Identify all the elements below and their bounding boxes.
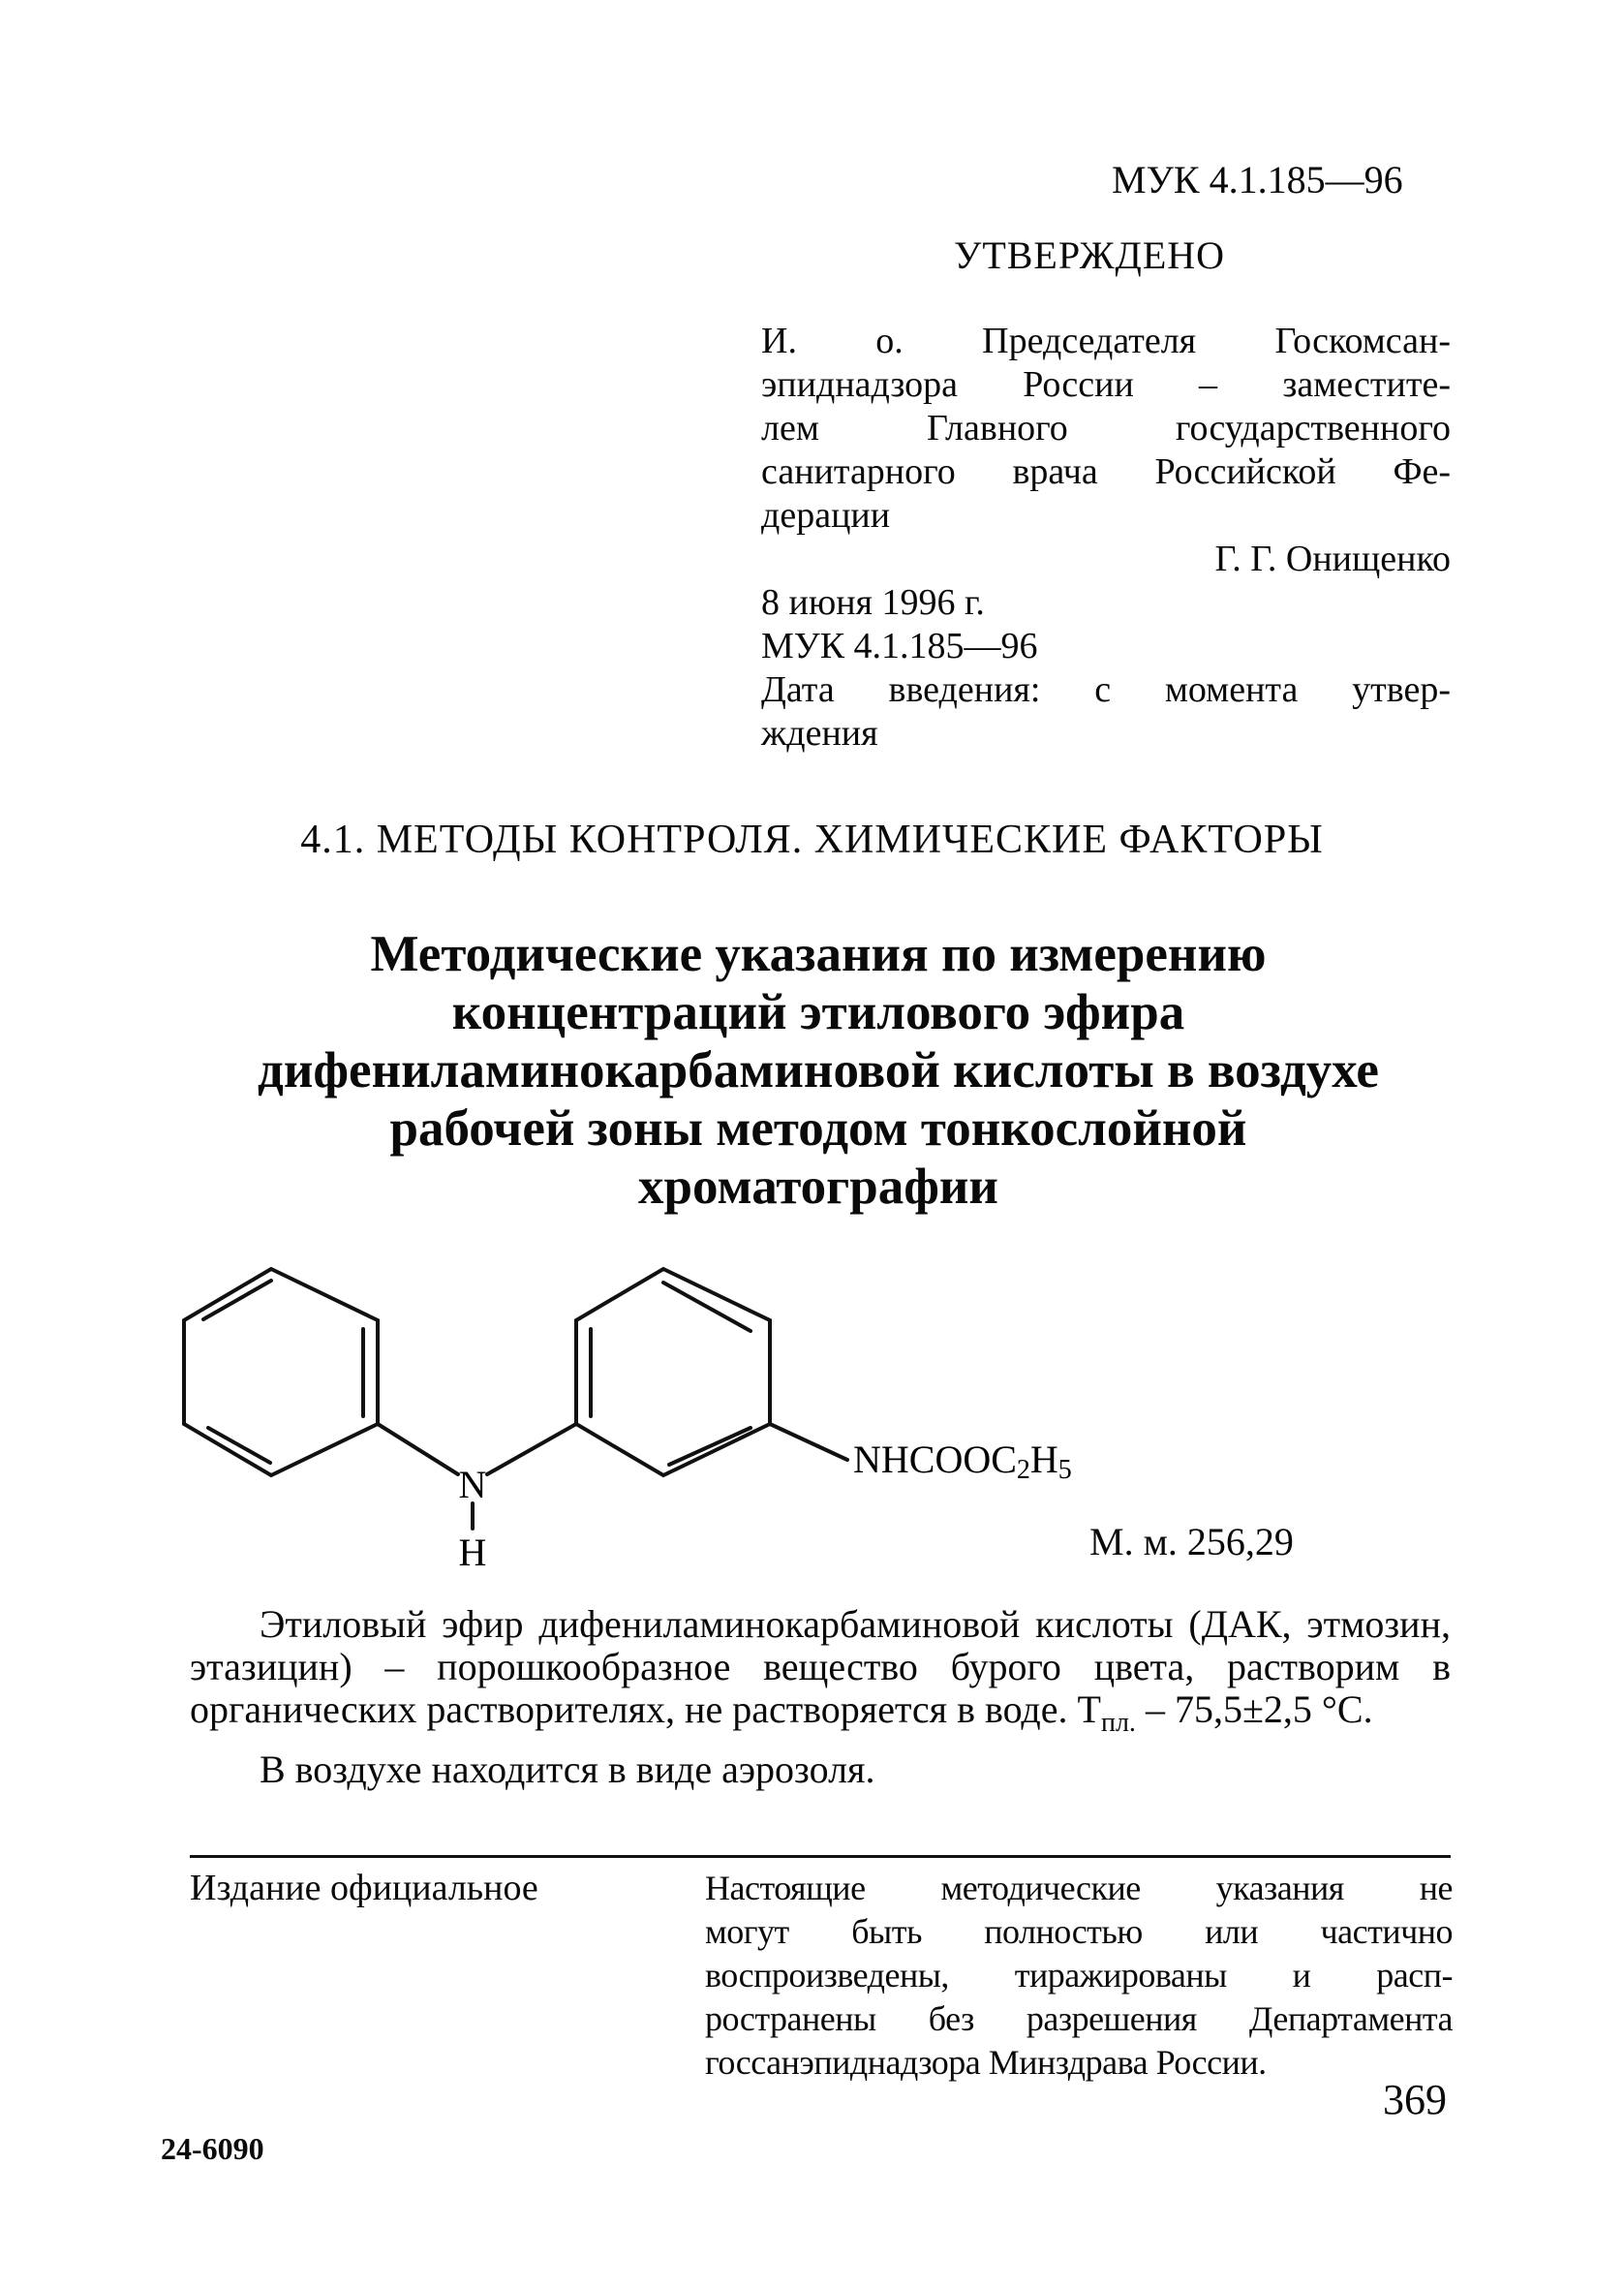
bond-n-right-ring — [487, 1424, 576, 1474]
edition-label: Издание официальное — [190, 1868, 538, 1908]
section-title: 4.1. МЕТОДЫ КОНТРОЛЯ. ХИМИЧЕСКИЕ ФАКТОРЫ — [300, 818, 1324, 862]
notice-line: воспроизведены, тиражированы и расп- — [705, 1956, 1453, 1995]
intro-date-line: ждения — [761, 713, 878, 754]
description-paragraph — [190, 1603, 1451, 1745]
substituent-h: H — [1029, 1438, 1058, 1481]
hydrogen-label: H — [458, 1531, 487, 1569]
approval-line: эпиднадзора России – заместите- — [761, 364, 1451, 405]
notice-line: ространены без разрешения Департамента — [705, 1999, 1453, 2038]
approval-date: 8 июня 1996 г. — [761, 582, 985, 623]
signatory-name: Г. Г. Онищенко — [1214, 539, 1451, 579]
approval-block — [761, 320, 1451, 756]
bond-ring-substituent — [770, 1424, 847, 1460]
substituent-label — [853, 1438, 1072, 1485]
page-number: 369 — [1383, 2076, 1447, 2123]
main-title-line: хроматографии — [638, 1159, 998, 1215]
approval-line: лем Главного государственного — [761, 408, 1451, 449]
main-title-line: рабочей зоны методом тонкослойной — [389, 1100, 1247, 1157]
approval-line: санитарного врача Российской Фе- — [761, 451, 1451, 492]
left-ring-double-bonds — [203, 1281, 363, 1463]
footer-divider — [190, 1855, 1451, 1858]
approval-doc-code: МУК 4.1.185—96 — [761, 626, 1038, 666]
description-paragraph-2: В воздухе находится в виде аэрозоля. — [260, 1748, 875, 1791]
substituent-sub-5: 5 — [1057, 1455, 1072, 1485]
substituent-sub-2: 2 — [1016, 1455, 1030, 1485]
bond-left-ring-n — [378, 1424, 458, 1474]
right-ring-bonds — [576, 1269, 770, 1475]
description-text: Этиловый эфир дифениламинокарбаминовой кислоты (ДАК, этмозин, этазицин) – порошкообразное вещество бурого цвета, растворим в органических растворителях, не растворяется в воде. Т — [190, 1602, 1451, 1731]
print-code: 24-6090 — [161, 2131, 264, 2166]
intro-date-line: Дата введения: с момента утвер- — [761, 669, 1451, 710]
notice-line: могут быть полностью или частично — [705, 1912, 1453, 1951]
description — [190, 1603, 1451, 1791]
approval-line: И. о. Председателя Госкомсан- — [761, 321, 1451, 361]
approval-line: дерации — [761, 495, 891, 536]
notice-line: Настоящие методические указания не — [705, 1869, 1453, 1907]
left-ring-bonds — [184, 1269, 378, 1475]
melting-point-value: – 75,5±2,5 °С. — [1135, 1687, 1373, 1731]
molecular-weight: М. м. 256,29 — [1089, 1520, 1294, 1563]
notice-line: госсанэпиднадзора Минздрава России. — [705, 2043, 1267, 2082]
right-ring-double-bonds — [591, 1283, 751, 1465]
main-title-line: дифениламинокарбаминовой кислоты в воздухе — [258, 1042, 1379, 1098]
substituent-main: NHCOOC — [853, 1438, 1017, 1481]
copyright-notice — [705, 1867, 1453, 2085]
main-title — [145, 925, 1491, 1216]
document-code: МУК 4.1.185—96 — [1112, 158, 1403, 201]
melting-point-subscript: пл. — [1100, 1708, 1136, 1738]
approved-label: УТВЕРЖДЕНО — [954, 233, 1226, 277]
main-title-line: Методические указания по измерению — [370, 926, 1267, 982]
main-title-line: концентраций этилового эфира — [451, 984, 1185, 1040]
nitrogen-label: N — [458, 1463, 487, 1506]
